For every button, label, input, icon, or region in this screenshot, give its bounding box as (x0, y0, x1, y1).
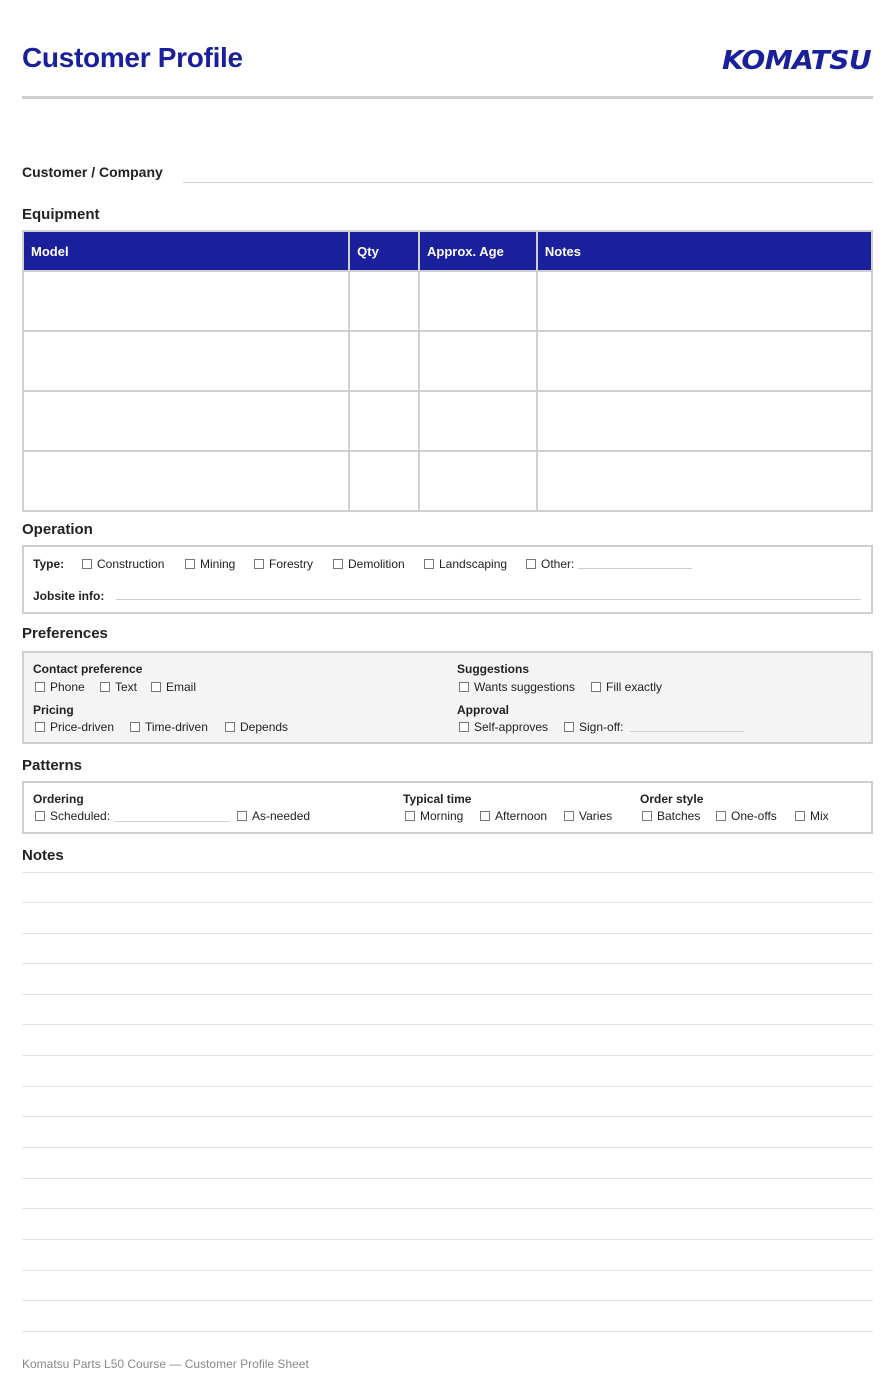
note-line[interactable] (22, 902, 873, 903)
checkbox-icon[interactable] (405, 811, 415, 821)
column-header-notes: Notes (537, 231, 872, 271)
note-line[interactable] (22, 1086, 873, 1087)
table-row (23, 331, 872, 391)
checkbox-icon[interactable] (333, 559, 343, 569)
order-style-label: Order style (640, 792, 704, 806)
table-cell[interactable] (419, 331, 537, 391)
contact-option-email[interactable]: Email (151, 680, 196, 694)
time-option-morning[interactable]: Morning (405, 809, 463, 823)
page-footer: Komatsu Parts L50 Course — Customer Profile Sheet (22, 1357, 309, 1371)
checkbox-icon[interactable] (526, 559, 536, 569)
patterns-panel (22, 781, 873, 834)
type-option-landscaping[interactable]: Landscaping (424, 557, 507, 571)
column-header-approx-age: Approx. Age (419, 231, 537, 271)
operation-heading: Operation (22, 521, 93, 538)
note-line[interactable] (22, 1055, 873, 1056)
checkbox-icon[interactable] (225, 722, 235, 732)
checkbox-icon[interactable] (151, 682, 161, 692)
checkbox-icon[interactable] (424, 559, 434, 569)
note-line[interactable] (22, 1178, 873, 1179)
approval-option-self-approves[interactable]: Self-approves (459, 720, 548, 734)
type-option-other[interactable]: Other: (526, 557, 574, 571)
table-row (23, 271, 872, 331)
sign-off-input-line[interactable] (630, 731, 744, 732)
suggestions-option-wants[interactable]: Wants suggestions (459, 680, 575, 694)
checkbox-icon[interactable] (130, 722, 140, 732)
equipment-table (22, 230, 873, 512)
preferences-panel (22, 651, 873, 744)
note-line[interactable] (22, 1270, 873, 1271)
jobsite-info-input-line[interactable] (116, 599, 861, 600)
type-option-construction[interactable]: Construction (82, 557, 164, 571)
scheduled-input-line[interactable] (115, 821, 229, 822)
table-cell[interactable] (419, 451, 537, 511)
type-option-forestry[interactable]: Forestry (254, 557, 313, 571)
type-option-mining[interactable]: Mining (185, 557, 235, 571)
table-row (23, 451, 872, 511)
table-cell[interactable] (349, 451, 419, 511)
checkbox-icon[interactable] (100, 682, 110, 692)
checkbox-icon[interactable] (642, 811, 652, 821)
customer-company-label: Customer / Company (22, 164, 163, 180)
note-line[interactable] (22, 1024, 873, 1025)
checkbox-icon[interactable] (459, 682, 469, 692)
preferences-heading: Preferences (22, 625, 108, 642)
checkbox-icon[interactable] (716, 811, 726, 821)
note-line[interactable] (22, 1239, 873, 1240)
ordering-label: Ordering (33, 792, 84, 806)
table-cell[interactable] (349, 271, 419, 331)
checkbox-icon[interactable] (185, 559, 195, 569)
time-option-afternoon[interactable]: Afternoon (480, 809, 547, 823)
typical-time-label: Typical time (403, 792, 472, 806)
note-line[interactable] (22, 1208, 873, 1209)
contact-option-phone[interactable]: Phone (35, 680, 85, 694)
checkbox-icon[interactable] (564, 811, 574, 821)
table-cell[interactable] (419, 391, 537, 451)
page-header (22, 40, 873, 99)
note-line[interactable] (22, 1331, 873, 1332)
table-cell[interactable] (349, 331, 419, 391)
komatsu-logo: KOMATSU (721, 46, 871, 76)
table-cell[interactable] (537, 391, 872, 451)
note-line[interactable] (22, 994, 873, 995)
checkbox-icon[interactable] (564, 722, 574, 732)
note-line[interactable] (22, 1300, 873, 1301)
ordering-option-scheduled[interactable]: Scheduled: (35, 809, 110, 823)
style-option-one-offs[interactable]: One-offs (716, 809, 777, 823)
approval-label: Approval (457, 703, 510, 717)
note-line[interactable] (22, 872, 873, 873)
note-line[interactable] (22, 1147, 873, 1148)
table-cell[interactable] (537, 271, 872, 331)
checkbox-icon[interactable] (82, 559, 92, 569)
table-cell[interactable] (23, 391, 349, 451)
table-cell[interactable] (23, 331, 349, 391)
time-option-varies[interactable]: Varies (564, 809, 612, 823)
suggestions-label: Suggestions (457, 662, 530, 676)
style-option-mix[interactable]: Mix (795, 809, 829, 823)
table-cell[interactable] (419, 271, 537, 331)
pricing-option-depends[interactable]: Depends (225, 720, 288, 734)
operation-panel (22, 545, 873, 614)
table-cell[interactable] (23, 271, 349, 331)
equipment-header-row (23, 231, 872, 271)
customer-company-field (22, 162, 873, 184)
table-cell[interactable] (349, 391, 419, 451)
checkbox-icon[interactable] (795, 811, 805, 821)
note-line[interactable] (22, 963, 873, 964)
pricing-option-price-driven[interactable]: Price-driven (35, 720, 114, 734)
approval-option-sign-off[interactable]: Sign-off: (564, 720, 623, 734)
note-line[interactable] (22, 933, 873, 934)
ordering-option-as-needed[interactable]: As-needed (237, 809, 310, 823)
checkbox-icon[interactable] (459, 722, 469, 732)
table-row (23, 391, 872, 451)
contact-option-text[interactable]: Text (100, 680, 137, 694)
checkbox-icon[interactable] (35, 682, 45, 692)
other-type-input-line[interactable] (578, 568, 692, 569)
checkbox-icon[interactable] (237, 811, 247, 821)
notes-heading: Notes (22, 847, 64, 864)
table-cell[interactable] (23, 451, 349, 511)
jobsite-info-label: Jobsite info: (33, 589, 105, 603)
pricing-option-time-driven[interactable]: Time-driven (130, 720, 208, 734)
patterns-heading: Patterns (22, 757, 83, 774)
note-line[interactable] (22, 1116, 873, 1117)
table-cell[interactable] (537, 451, 872, 511)
checkbox-icon[interactable] (480, 811, 490, 821)
pricing-label: Pricing (33, 703, 74, 717)
page-title: Customer Profile (22, 42, 243, 73)
column-header-model: Model (23, 231, 349, 271)
equipment-heading: Equipment (22, 206, 100, 223)
checkbox-icon[interactable] (591, 682, 601, 692)
column-header-qty: Qty (349, 231, 419, 271)
type-option-demolition[interactable]: Demolition (333, 557, 405, 571)
table-cell[interactable] (537, 331, 872, 391)
type-label: Type: (33, 557, 65, 571)
contact-preference-label: Contact preference (33, 662, 143, 676)
style-option-batches[interactable]: Batches (642, 809, 700, 823)
suggestions-option-fill-exactly[interactable]: Fill exactly (591, 680, 662, 694)
customer-company-input-line[interactable] (183, 182, 873, 183)
checkbox-icon[interactable] (35, 811, 45, 821)
checkbox-icon[interactable] (254, 559, 264, 569)
checkbox-icon[interactable] (35, 722, 45, 732)
